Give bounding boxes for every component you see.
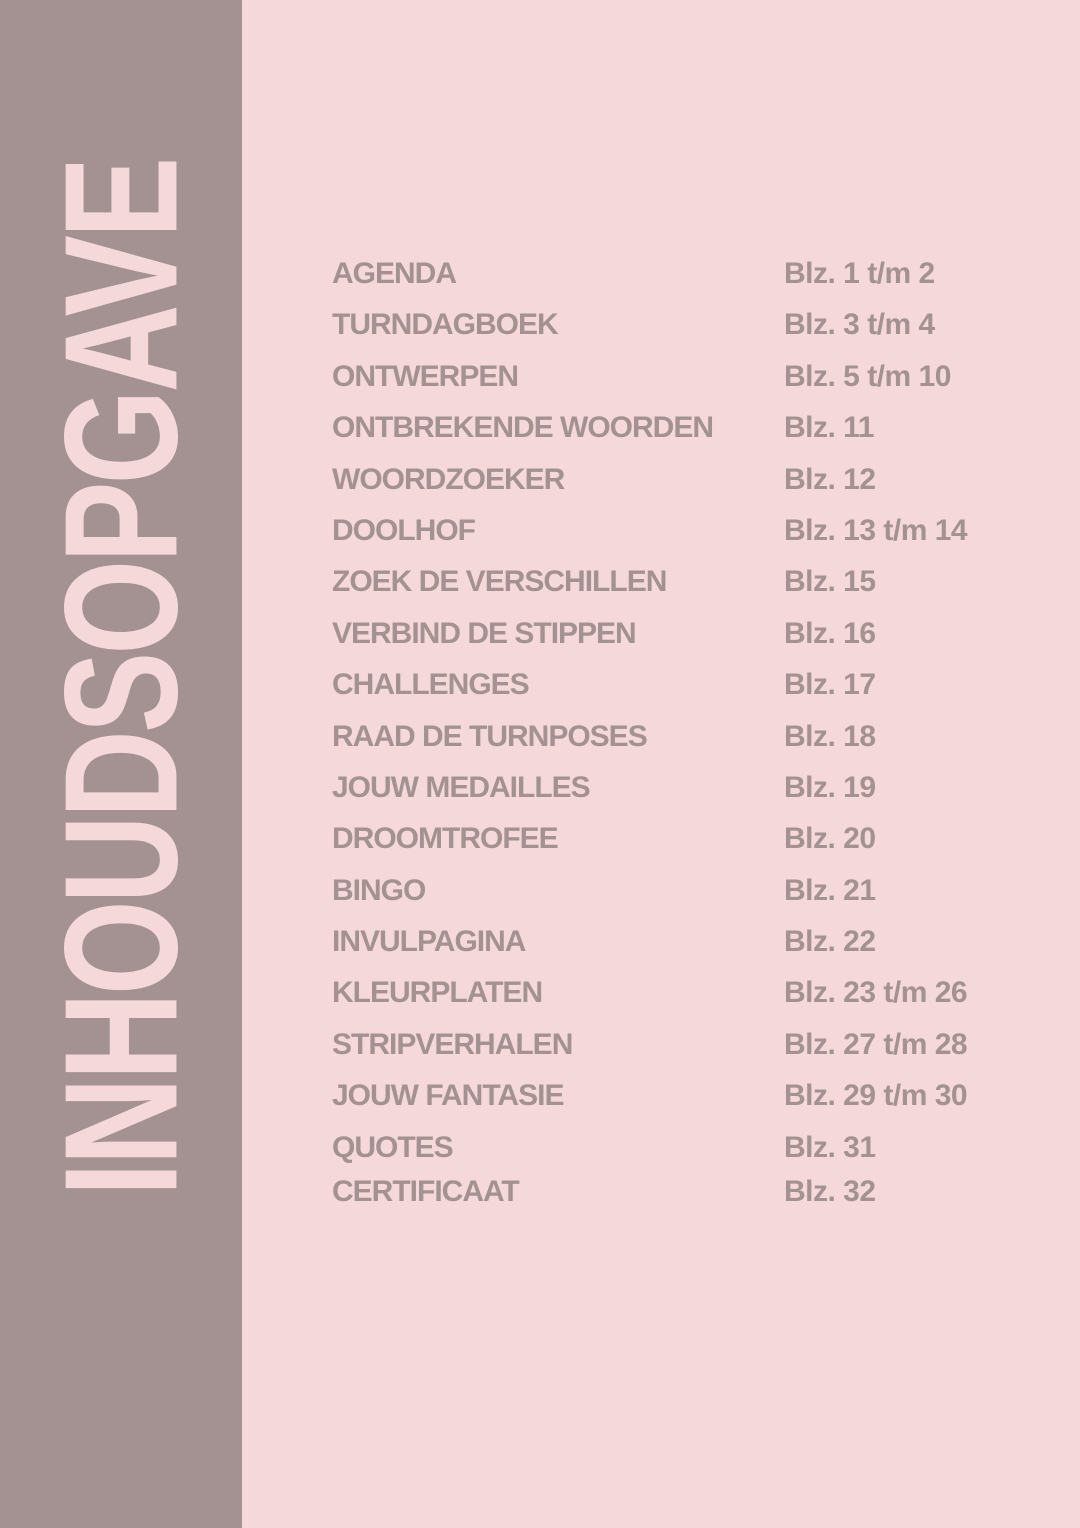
toc-row	[332, 252, 1032, 303]
toc-label: JOUW FANTASIE	[332, 1079, 564, 1113]
toc-page-range: Blz. 21	[784, 873, 876, 907]
toc-page-range: Blz. 11	[784, 411, 874, 445]
toc-label: QUOTES	[332, 1130, 453, 1164]
toc-label: INVULPAGINA	[332, 925, 526, 959]
toc-label: VERBIND DE STIPPEN	[332, 616, 636, 650]
toc-page-range: Blz. 3 t/m 4	[784, 308, 935, 342]
toc-row	[332, 920, 1032, 971]
toc-label: DOOLHOF	[332, 513, 475, 547]
toc-page-range: Blz. 27 t/m 28	[784, 1027, 968, 1061]
toc-page-range: Blz. 23 t/m 26	[784, 976, 968, 1010]
toc-page-range: Blz. 16	[784, 616, 876, 650]
toc-row	[332, 663, 1032, 714]
toc-label: AGENDA	[332, 257, 457, 290]
toc-page-range: Blz. 15	[784, 565, 876, 599]
toc-label: CHALLENGES	[332, 668, 529, 702]
toc-row	[332, 509, 1032, 560]
toc-label: JOUW MEDAILLES	[332, 770, 590, 804]
toc-label: TURNDAGBOEK	[332, 308, 558, 342]
page-title: INHOUDSOPGAVE	[31, 159, 211, 1197]
toc-label: ZOEK DE VERSCHILLEN	[332, 565, 667, 599]
toc-page-range: Blz. 20	[784, 822, 876, 856]
toc-page-range: Blz. 18	[784, 719, 876, 753]
toc-label: RAAD DE TURNPOSES	[332, 719, 647, 753]
toc-row	[332, 303, 1032, 354]
sidebar-panel	[0, 0, 242, 1528]
toc-row	[332, 458, 1032, 509]
toc-row	[332, 971, 1032, 1022]
toc-page-range: Blz. 17	[784, 668, 876, 702]
toc-page-range: Blz. 29 t/m 30	[784, 1079, 968, 1113]
toc-page-range: Blz. 32	[784, 1174, 876, 1208]
toc-page-range: Blz. 13 t/m 14	[784, 513, 968, 547]
toc-page-range: Blz. 12	[784, 462, 876, 496]
toc-row	[332, 1170, 1032, 1214]
table-of-contents	[332, 252, 1032, 1214]
toc-row	[332, 406, 1032, 457]
toc-label: KLEURPLATEN	[332, 976, 543, 1010]
toc-row	[332, 1126, 1032, 1170]
toc-page-range: Blz. 31	[784, 1130, 876, 1164]
toc-page-range: Blz. 22	[784, 925, 876, 959]
toc-page-range: Blz. 1 t/m 2	[784, 257, 935, 290]
toc-row	[332, 1023, 1032, 1074]
toc-label: BINGO	[332, 873, 426, 907]
toc-row	[332, 817, 1032, 868]
toc-label: STRIPVERHALEN	[332, 1027, 573, 1061]
toc-row	[332, 869, 1032, 920]
toc-label: CERTIFICAAT	[332, 1174, 519, 1208]
toc-row	[332, 715, 1032, 766]
toc-row	[332, 1074, 1032, 1125]
toc-row	[332, 766, 1032, 817]
toc-label: ONTWERPEN	[332, 359, 518, 393]
toc-row	[332, 612, 1032, 663]
toc-label: WOORDZOEKER	[332, 462, 565, 496]
toc-row	[332, 560, 1032, 611]
toc-label: DROOMTROFEE	[332, 822, 558, 856]
toc-page-range: Blz. 5 t/m 10	[784, 359, 951, 393]
toc-page-range: Blz. 19	[784, 770, 876, 804]
toc-row	[332, 355, 1032, 406]
toc-label: ONTBREKENDE WOORDEN	[332, 411, 714, 445]
